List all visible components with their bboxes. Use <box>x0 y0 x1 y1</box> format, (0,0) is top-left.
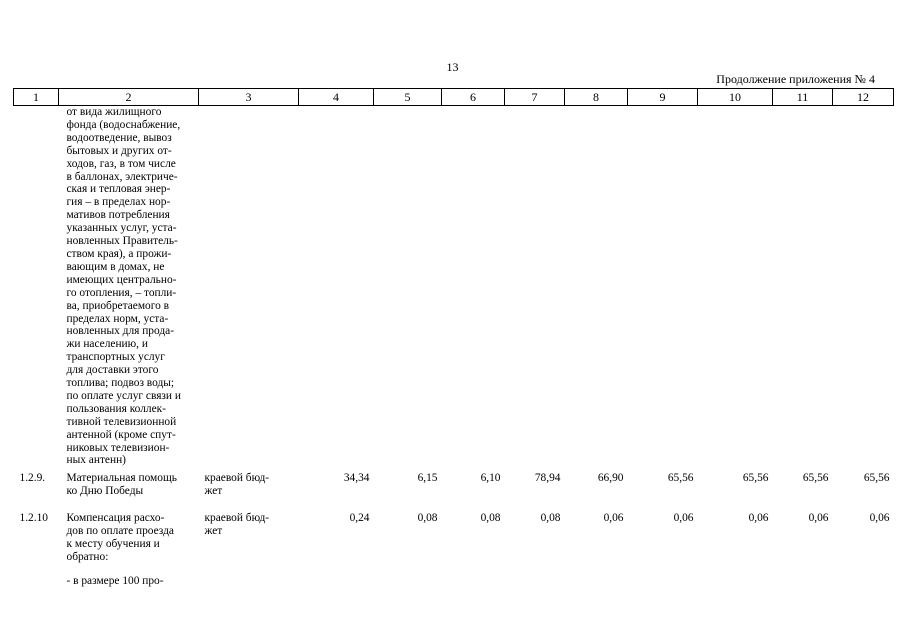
value-cell: 0,08 <box>540 512 561 525</box>
text-line: Компенсация расхо- <box>66 512 165 525</box>
table-row-continued <box>14 106 894 473</box>
text-line: Материальная помощь <box>66 472 177 485</box>
column-header: 12 <box>833 89 894 106</box>
text-line: - в размере 100 про- <box>66 574 164 587</box>
column-number-row <box>14 89 894 106</box>
page-number: 13 <box>446 60 459 74</box>
text-line: краевой бюд- <box>204 472 270 485</box>
value-cell: 0,08 <box>480 512 501 525</box>
column-header: 9 <box>628 89 698 106</box>
text-line: мативов потребления <box>66 209 170 222</box>
value-cell: 0,06 <box>869 512 890 525</box>
text-line: указанных услуг, уста- <box>66 222 177 235</box>
value-cell: 0,06 <box>808 512 829 525</box>
text-line: в баллонах, электриче- <box>66 170 178 183</box>
value-cell: 0,06 <box>748 512 769 525</box>
text-line: обратно: <box>66 550 109 563</box>
text-line: го отопления, – топли- <box>66 286 177 299</box>
value-cell: 0,06 <box>603 512 624 525</box>
continued-description <box>59 106 199 473</box>
text-line: никовых телевизион- <box>66 441 170 454</box>
text-line: от вида жилищного <box>66 106 162 118</box>
text-line: пределах норм, уста- <box>66 312 169 325</box>
column-header: 4 <box>299 89 374 106</box>
column-header: 3 <box>199 89 299 106</box>
table-row <box>14 472 894 512</box>
row-description <box>59 472 199 512</box>
text-line: по оплате услуг связи и <box>66 389 181 402</box>
column-header: 5 <box>374 89 442 106</box>
text-line: к месту обучения и <box>66 538 160 550</box>
column-header: 1 <box>14 89 59 106</box>
row-description <box>59 512 199 598</box>
text-line: имеющих центрально- <box>66 273 177 286</box>
row-funding-source <box>199 512 299 598</box>
text-line: для доставки этого <box>66 364 159 377</box>
value-cell: 66,90 <box>597 472 624 485</box>
text-line: вающим в домах, не <box>66 260 165 273</box>
text-line: жи населению, и <box>66 338 148 351</box>
text-line: дов по оплате проезда <box>66 525 174 538</box>
value-cell: 65,56 <box>863 472 890 485</box>
text-line: краевой бюд- <box>204 512 270 525</box>
value-cell: 34,34 <box>343 472 370 485</box>
column-header: 8 <box>565 89 628 106</box>
text-line: гия – в пределах нор- <box>66 196 171 209</box>
row-funding-source <box>199 472 299 512</box>
column-header: 7 <box>505 89 565 106</box>
column-header: 2 <box>59 89 199 106</box>
value-cell: 6,15 <box>417 472 438 485</box>
value-cell: 65,56 <box>802 472 829 485</box>
text-line: жет <box>204 485 223 498</box>
text-line: антенной (кроме спут- <box>66 428 176 441</box>
continuation-label: Продолжение приложения № 4 <box>716 72 875 86</box>
text-line: бытовых и других от- <box>66 144 172 157</box>
value-cell: 0,08 <box>417 512 438 525</box>
text-line: ская и тепловая энер- <box>66 183 171 196</box>
text-line: ством края), а прожи- <box>66 247 172 260</box>
row-code: 1.2.10 <box>19 512 48 525</box>
value-cell: 65,56 <box>667 472 694 485</box>
text-line: топлива; подвоз воды; <box>66 377 175 390</box>
value-cell: 0,24 <box>349 512 370 525</box>
row-code: 1.2.9. <box>19 472 46 485</box>
text-line: жет <box>204 525 223 538</box>
table-row <box>14 512 894 598</box>
column-header: 6 <box>442 89 505 106</box>
text-line: водоотведение, вывоз <box>66 131 172 144</box>
text-line: новленных Правитель- <box>66 235 178 248</box>
appendix-table <box>13 88 894 598</box>
column-header: 11 <box>773 89 833 106</box>
value-cell: 0,06 <box>673 512 694 525</box>
text-line: транспортных услуг <box>66 351 165 364</box>
text-line: новленных для прода- <box>66 325 175 338</box>
text-line: фонда (водоснабжение, <box>66 118 181 131</box>
text-line: ва, приобретаемого в <box>66 299 170 312</box>
value-cell: 6,10 <box>480 472 501 485</box>
text-line: тивной телевизионной <box>66 415 177 428</box>
value-cell: 65,56 <box>742 472 769 485</box>
text-line: ходов, газ, в том числе <box>66 157 176 170</box>
text-line: ко Дню Победы <box>66 485 144 498</box>
value-cell: 78,94 <box>534 472 561 485</box>
text-line: пользования коллек- <box>66 402 166 415</box>
column-header: 10 <box>698 89 773 106</box>
text-line: ных антенн) <box>66 454 126 467</box>
